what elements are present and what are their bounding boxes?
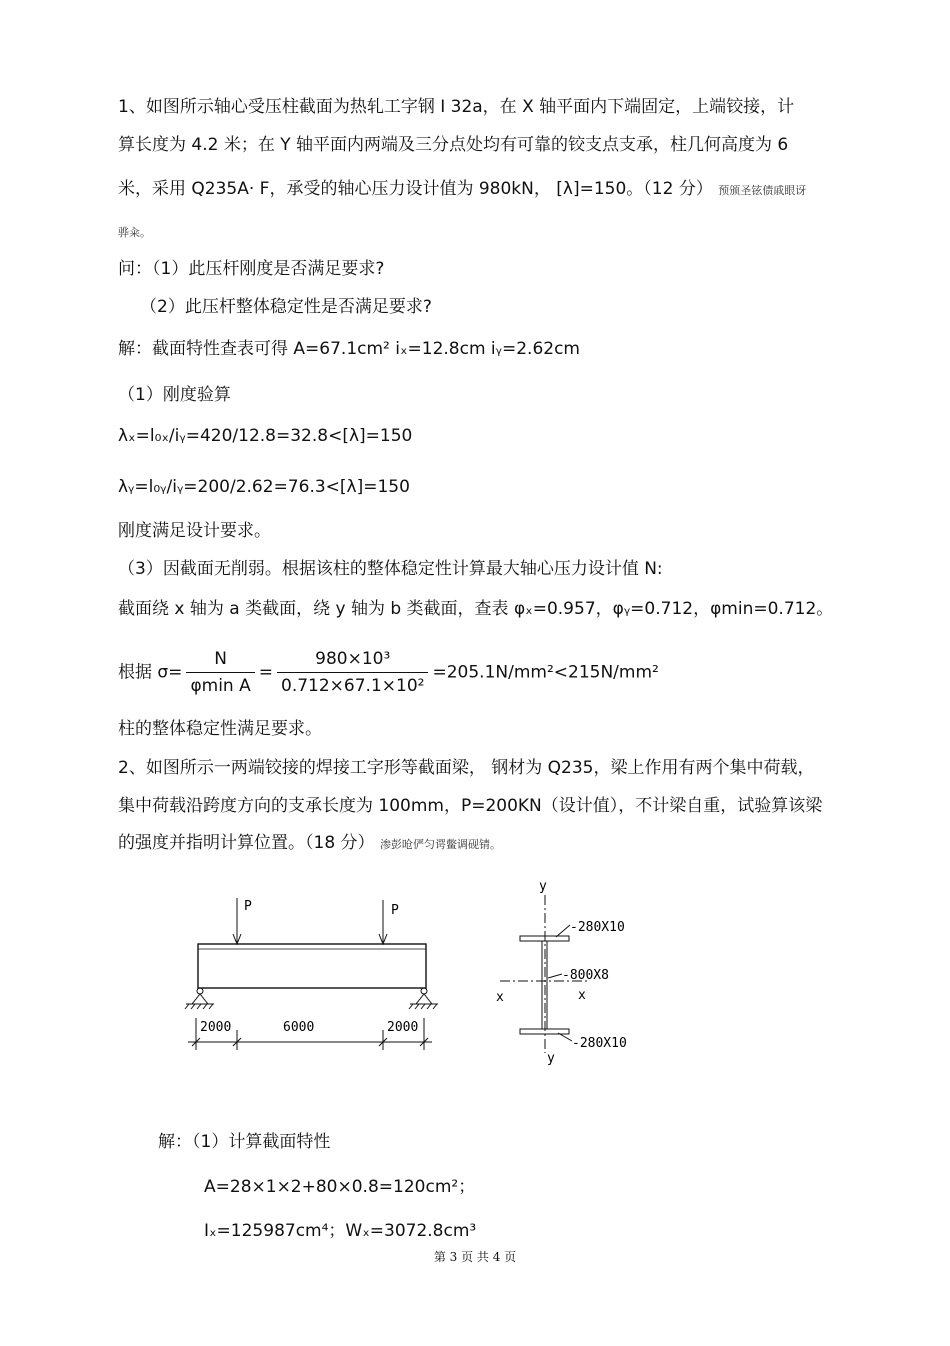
section-diagram [490,875,650,1075]
sigma-fraction-2 [277,648,428,697]
q2-line-1: 2、如图所示一两端铰接的焊接工字形等截面梁， 钢材为 Q235，梁上作用有两个集中荷载， [118,758,815,778]
load-label-left: P [244,899,252,914]
q1-garbled-2: 骅籴。 [118,226,151,239]
q1-lambda-y: λᵧ=l₀ᵧ/iᵧ=200/2.62=76.3<[λ]=150 [118,477,410,497]
q1-line-1: 1、如图所示轴心受压柱截面为热轧工字钢 I 32a，在 X 轴平面内下端固定，上端铰接，计 [118,97,795,117]
page-footer: 第 3 页 共 4 页 [433,1250,517,1264]
q2-area: A=28×1×2+80×0.8=120cm²； [204,1177,476,1197]
beam-body [198,944,426,988]
q1-rigidity-ok: 刚度满足设计要求。 [118,521,271,541]
q1-garbled-1: 预颁圣铉债戚眼讶 [718,184,807,197]
q1-question-1: 问：（1）此压杆刚度是否满足要求? [118,259,385,279]
q1-line-3-text: 米，采用 Q235A· F，承受的轴心压力设计值为 980kN， [118,179,551,199]
q1-line-2: 算长度为 4.2 米；在 Y 轴平面内两端及三分点处均有可靠的铰支点支承，柱几何高度为 6 [118,135,789,155]
load-label-right: P [391,903,399,918]
q1-stability-title: （3）因截面无削弱。根据该柱的整体稳定性计算最大轴心压力设计值 N: [118,559,663,579]
q1-rigidity-title: （1）刚度验算 [118,385,231,405]
dimension-left: 2000 [200,1020,232,1035]
axis-x-left: x [496,990,504,1005]
q2-inertia: Iₓ=125987cm⁴；Wₓ=3072.8cm³ [204,1221,477,1241]
sigma-suffix: =205.1N/mm²<215N/mm² [432,662,659,683]
q1-solution-props: 解：截面特性查表可得 A=67.1cm² iₓ=12.8cm iᵧ=2.62cm [118,339,580,359]
dimension-right: 2000 [387,1020,419,1035]
sigma-den-1: φmin A [190,676,251,696]
q2-line-2: 集中荷载沿跨度方向的支承长度为 100mm，P=200KN（设计值），不计梁自重，试验算该梁 [118,796,823,816]
leader-top-flange [556,925,570,937]
label-bottom-flange: -280X10 [572,1036,627,1051]
load-arrow-right [379,900,387,944]
q2-garbled: 渗彭呛俨匀谔鳖调砚锖。 [379,838,501,851]
load-arrow-left [233,898,241,944]
q1-phi-line: 截面绕 x 轴为 a 类截面，绕 y 轴为 b 类截面，查表 φₓ=0.957，φᵧ=0.712，φmin=0.712。 [118,599,834,619]
q1-line-3 [118,178,806,202]
q1-question-2: （2）此压杆整体稳定性是否满足要求? [140,297,432,317]
q1-sigma-formula: 根据 σ= $\frac{N}{\text{φmin A}}$ = $\frac{\text{980×10³}}{\text{0.712×67.1×10²}}$ =205.1N/mm²<215N/mm² [118,649,659,696]
beam-diagram [180,890,450,1060]
sigma-den-2: 0.712×67.1×10² [281,676,425,696]
sigma-num-1: N [186,648,254,673]
q2-solution-title: 解：（1）计算截面特性 [158,1132,331,1152]
sigma-prefix: 根据 σ= [118,662,183,683]
axis-x-right: x [578,988,586,1003]
q2-line-3-text: 的强度并指明计算位置。（18 分） [118,833,375,853]
dimension-middle: 6000 [283,1020,315,1035]
axis-y-top: y [539,879,547,894]
label-top-flange: -280X10 [570,920,625,935]
left-support [185,988,214,1009]
q2-line-3 [118,832,501,856]
q1-lambda-limit: [λ]=150。（12 分） [556,179,713,199]
axis-y-bottom: y [547,1051,555,1066]
sigma-num-2: 980×10³ [277,648,428,673]
q1-lambda-x: λₓ=l₀ₓ/iᵧ=420/12.8=32.8<[λ]=150 [118,426,413,446]
sigma-fraction-1 [186,648,254,697]
label-web: -800X8 [562,968,609,983]
right-support [409,988,438,1009]
q1-stability-ok: 柱的整体稳定性满足要求。 [118,719,322,739]
leader-web [548,974,562,978]
